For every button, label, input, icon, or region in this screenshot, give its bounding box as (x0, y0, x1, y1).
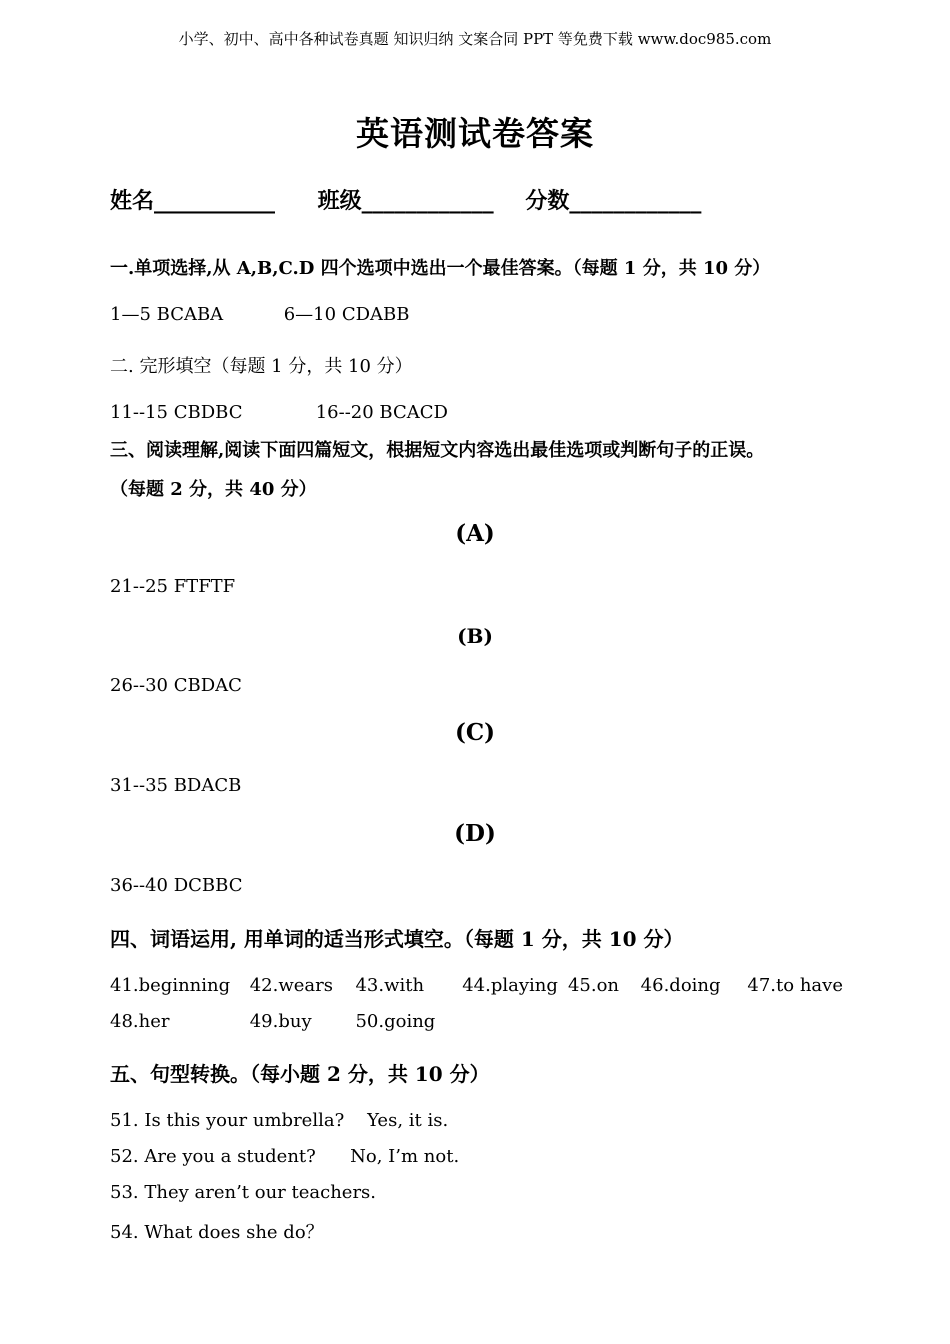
class-field: 班级____________ (317, 189, 494, 214)
sentence-answer: 53. They aren’t our teachers. (110, 1182, 377, 1203)
section2-answers (110, 402, 448, 423)
fill-answer: 42.wears (249, 975, 333, 996)
part-a-answer: 21--25 FTFTF (110, 576, 236, 597)
part-b-label: (B) (457, 624, 493, 648)
fill-answer: 50.going (355, 1011, 436, 1032)
section4-heading: 四、词语运用, 用单词的适当形式填空。（每题 1 分，共 10 分） (110, 927, 684, 951)
fill-answer: 45.on (567, 975, 619, 996)
fill-answer: 43.with (355, 975, 425, 996)
fill-answer: 49.buy (249, 1011, 312, 1032)
section2-heading: 二. 完形填空（每题 1 分，共 10 分） (110, 356, 413, 377)
fill-answer: 44.playing (462, 975, 558, 996)
sentence-answer: 51. Is this your umbrella? Yes, it is. (110, 1110, 449, 1131)
answer-group: 1—5 BCABA (110, 304, 224, 325)
part-d-answer: 36--40 DCBBC (110, 875, 243, 896)
page-title: 英语测试卷答案 (356, 114, 594, 153)
page-header: 小学、初中、高中各种试卷真题 知识归纳 文案合同 PPT 等免费下载 www.doc985.com (178, 30, 772, 48)
sentence-answer: 52. Are you a student? No, I’m not. (110, 1146, 460, 1167)
answer-group: 16--20 BCACD (315, 402, 448, 423)
student-info (110, 184, 701, 215)
section3-heading: 三、阅读理解,阅读下面四篇短文，根据短文内容选出最佳选项或判断句子的正误。 (110, 440, 765, 461)
section4-row2 (110, 1011, 435, 1032)
part-d-label: (D) (454, 820, 496, 847)
fill-answer: 46.doing (640, 975, 721, 996)
part-a-label: (A) (455, 520, 495, 547)
section3-heading-score: （每题 2 分，共 40 分） (110, 479, 317, 500)
section1-answers (110, 304, 409, 325)
fill-answer: 47.to have (747, 975, 843, 996)
score-field: 分数____________ (525, 189, 702, 214)
part-c-label: (C) (454, 719, 496, 746)
name-field: 姓名___________ (110, 189, 276, 214)
answer-group: 11--15 CBDBC (110, 402, 243, 423)
part-c-answer: 31--35 BDACB (110, 775, 242, 796)
section4-row1 (110, 975, 843, 996)
section5-heading: 五、句型转换。（每小题 2 分，共 10 分） (110, 1062, 490, 1086)
fill-answer: 48.her (110, 1011, 170, 1032)
section1-heading: 一.单项选择,从 A,B,C.D 四个选项中选出一个最佳答案。（每题 1 分，共 10 分） (110, 258, 771, 279)
answer-group: 6—10 CDABB (283, 304, 410, 325)
sentence-answer: 54. What does she do？ (110, 1222, 324, 1243)
part-b-answer: 26--30 CBDAC (110, 675, 242, 696)
fill-answer: 41.beginning (110, 975, 231, 996)
